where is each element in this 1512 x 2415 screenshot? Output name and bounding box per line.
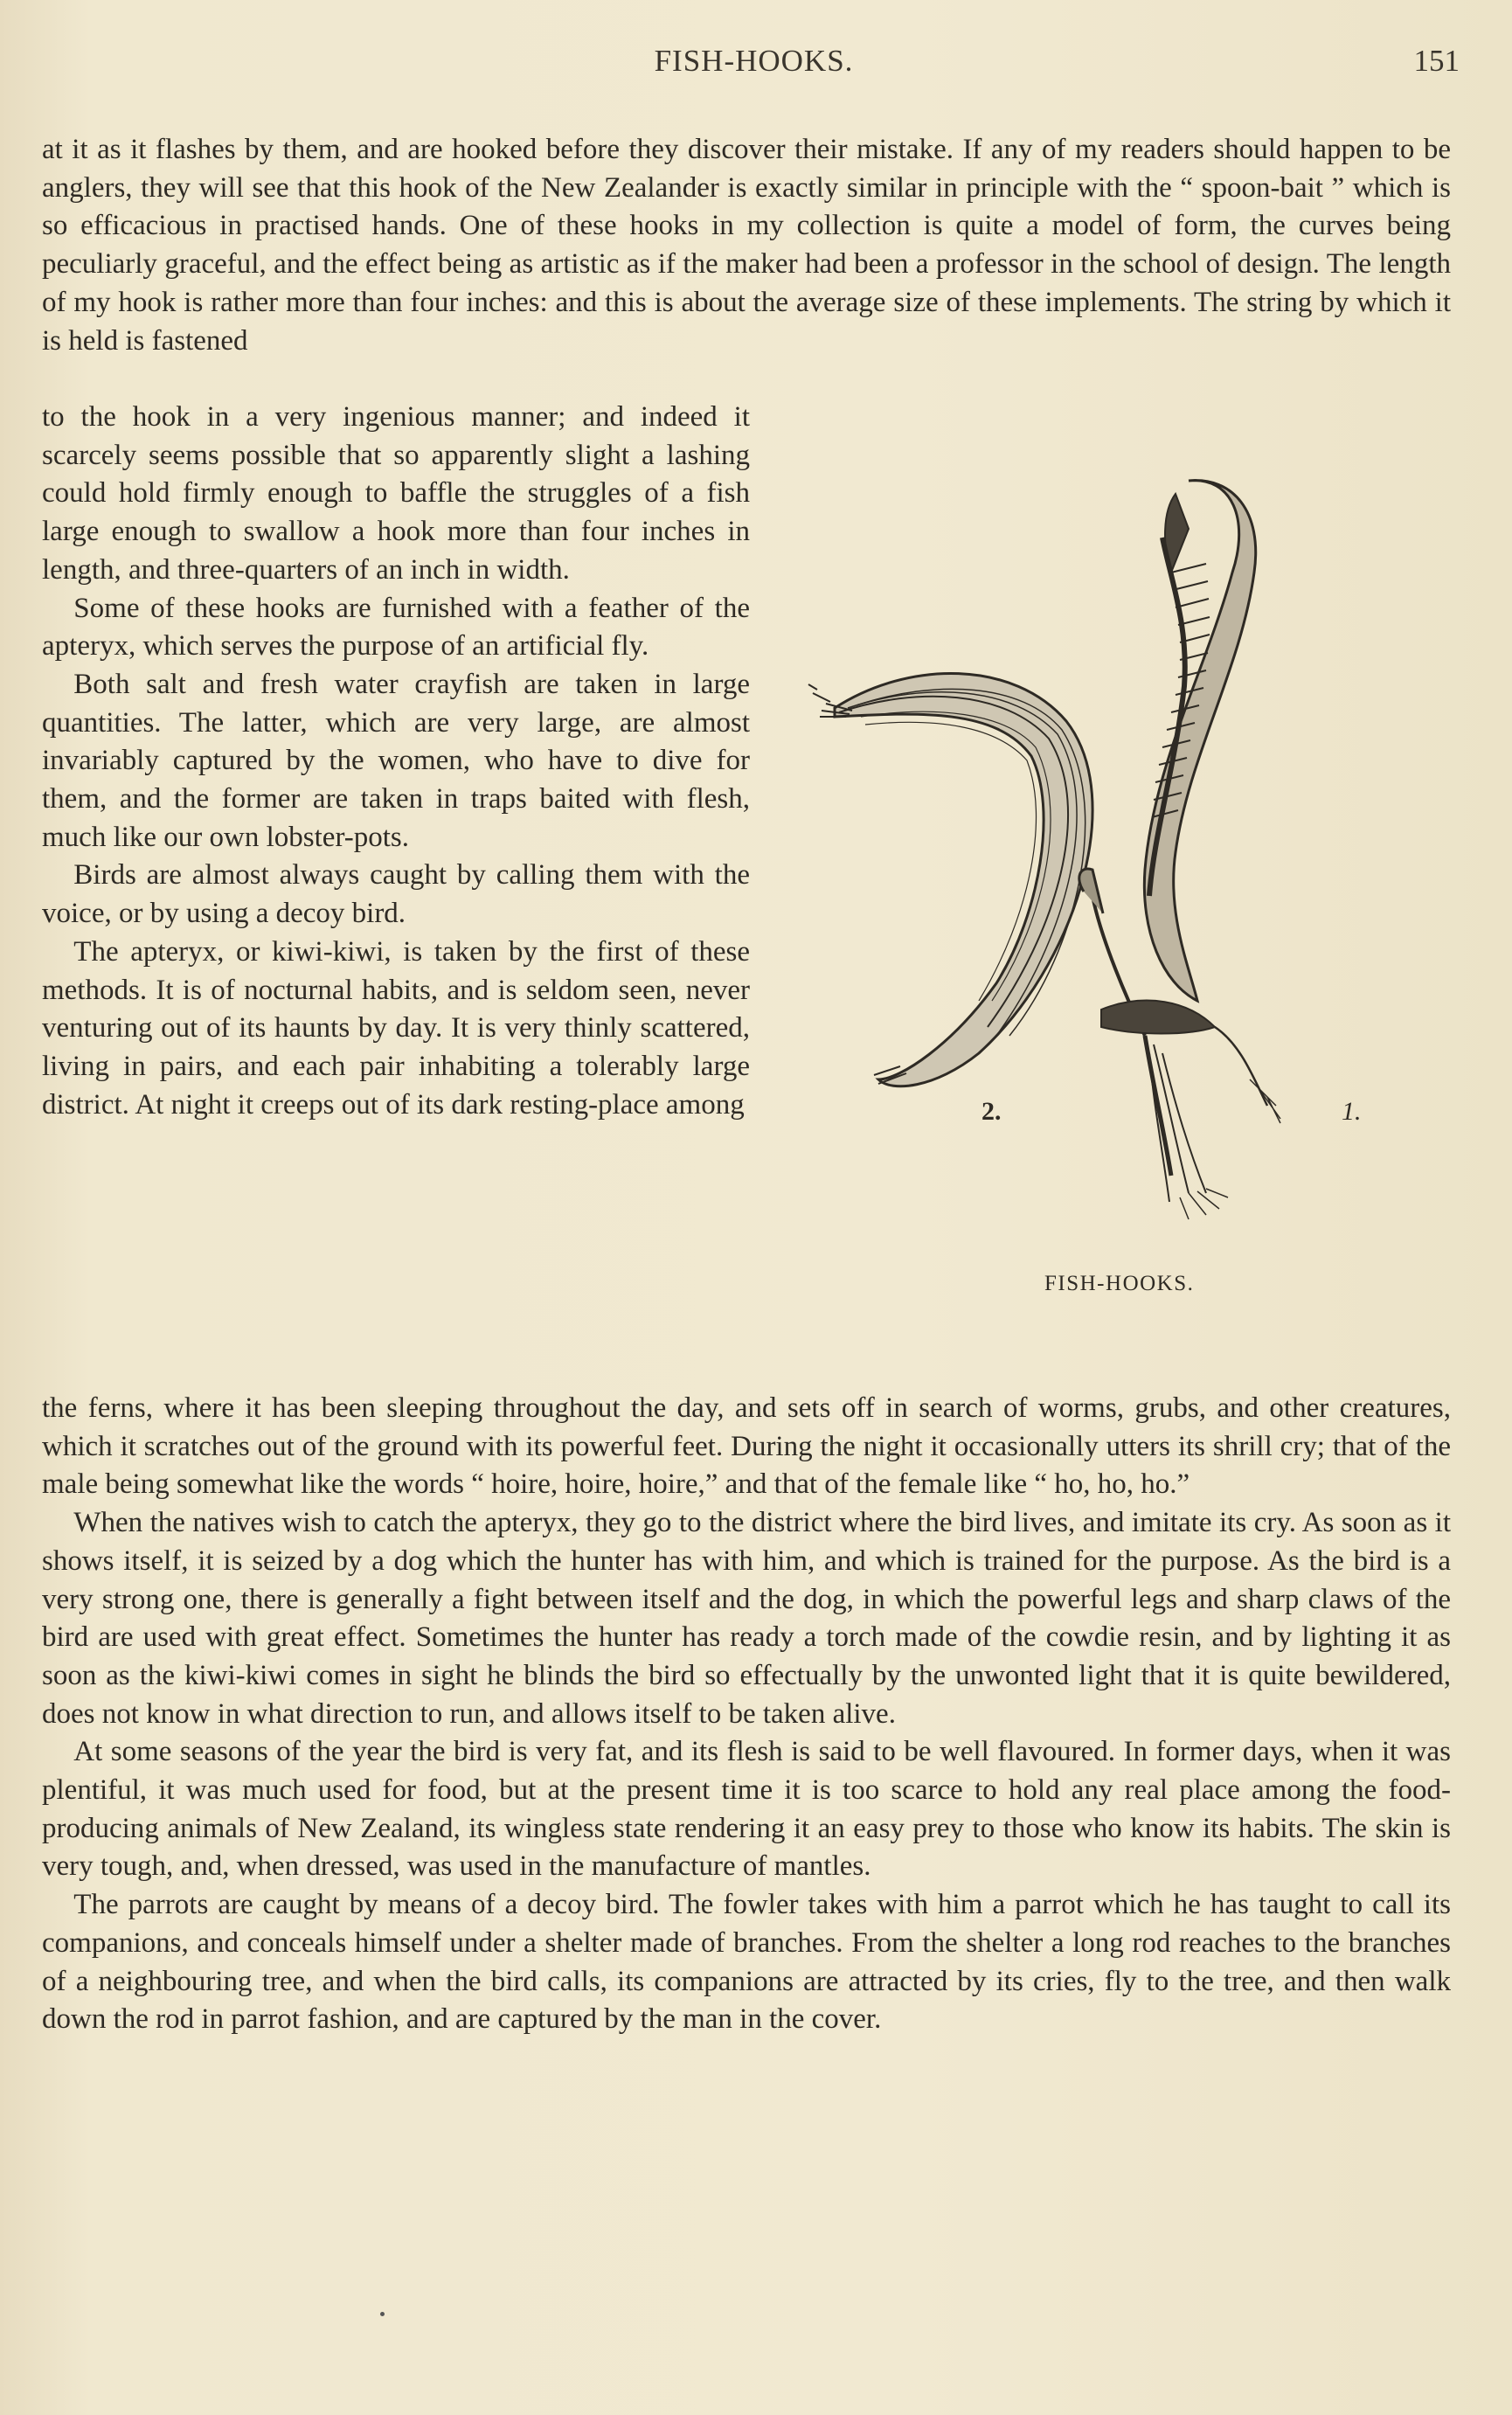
fish-hook-1: [1079, 481, 1280, 1219]
figure-label-1: 1.: [1342, 1097, 1362, 1126]
paragraph: The parrots are caught by means of a decoy bird. The fowler takes with him a parrot which he has taught to call its companions, and conceals himself under a shelter made of branches. From the shelter a long rod reaches to the branches of a neighbouring tree, and when the bird calls, its companions are attracted by its cries, fly to the tree, and then walk down the rod in parrot fashion, and are captured by the man in the cover.: [42, 1889, 1451, 2036]
paragraph: The apteryx, or kiwi-kiwi, is taken by the first of these methods. It is of nocturnal habits, and is seldom seen, never venturing out of its haunts by day. It is very thinly scattered, living in pairs, and each pair inhabiting a tolerably large district. At night it creeps out of its dark resting-place among: [42, 935, 750, 1121]
body-text-bottom: [42, 1390, 1451, 2039]
page-number: 151: [1413, 44, 1460, 78]
paragraph: Both salt and fresh water crayfish are taken in large quantities. The latter, which are very large, are almost invariably captured by the women, who have to dive for them, and the former are taken in traps baited with flesh, much like our own lobster-pots.: [42, 668, 750, 853]
paragraph: at it as it flashes by them, and are hooked before they discover their mistake. If any of my readers should happen to be anglers, they will see that this hook of the New Zealander is exactly similar in principle with the “ spoon-bait ” which is so efficacious in practised hands. One of these hooks in my collection is quite a model of form, the curves being peculiarly graceful, and the effect being as artistic as if the maker had been a professor in the school of design. The length of my hook is rather more than four inches: and this is about the average size of these implements. The string by which it is held is fastened: [42, 134, 1451, 357]
paragraph: Birds are almost always caught by calling them with the voice, or by using a decoy bird.: [42, 859, 750, 930]
paragraph: Some of these hooks are furnished with a feather of the apteryx, which serves the purpose of an artificial fly.: [42, 592, 750, 663]
fish-hook-2: [808, 673, 1092, 1086]
running-head: FISH-HOOKS.: [654, 44, 854, 78]
figure-caption: FISH-HOOKS.: [1044, 1272, 1195, 1295]
fish-hooks-illustration: [778, 476, 1460, 1315]
figure-label-2: 2.: [981, 1097, 1002, 1126]
body-text-left-column: [42, 399, 750, 1124]
paragraph: to the hook in a very ingenious manner; and indeed it scarcely seems possible that so apparently slight a lashing could hold firmly enough to baffle the struggles of a fish large enough to swallow a hook more than four inches in length, and three-quarters of an inch in width.: [42, 401, 750, 586]
page-header: [48, 44, 1460, 96]
body-text-top: [42, 131, 1451, 360]
paper-speck: [380, 2312, 385, 2316]
paragraph: At some seasons of the year the bird is very fat, and its flesh is said to be well flavoured. In former days, when it was plentiful, it was much used for food, but at the present time it is too scarce to hold any real place among the food-producing animals of New Zealand, its wingless state rendering it an easy prey to those who know its habits. The skin is very tough, and, when dressed, was used in the manufacture of mantles.: [42, 1736, 1451, 1883]
paragraph: the ferns, where it has been sleeping throughout the day, and sets off in search of worms, grubs, and other creatures, which it scratches out of the ground with its powerful feet. During the night it occasionally utters its shrill cry; that of the male being somewhat like the words “ hoire, hoire, hoire,” and that of the female like “ ho, ho, ho.”: [42, 1392, 1451, 1501]
paragraph: When the natives wish to catch the apteryx, they go to the district where the bird lives, and imitate its cry. As soon as it shows itself, it is seized by a dog which the hunter has with him, and which is trained for the purpose. As the bird is a very strong one, there is generally a fight between itself and the dog, in which the powerful legs and sharp claws of the bird are used with great effect. Sometimes the hunter has ready a torch made of the cowdie resin, and by lighting it as soon as the kiwi-kiwi comes in sight he blinds the bird so effectually by the unwonted light that it is quite bewildered, does not know in what direction to run, and allows itself to be taken alive.: [42, 1507, 1451, 1730]
